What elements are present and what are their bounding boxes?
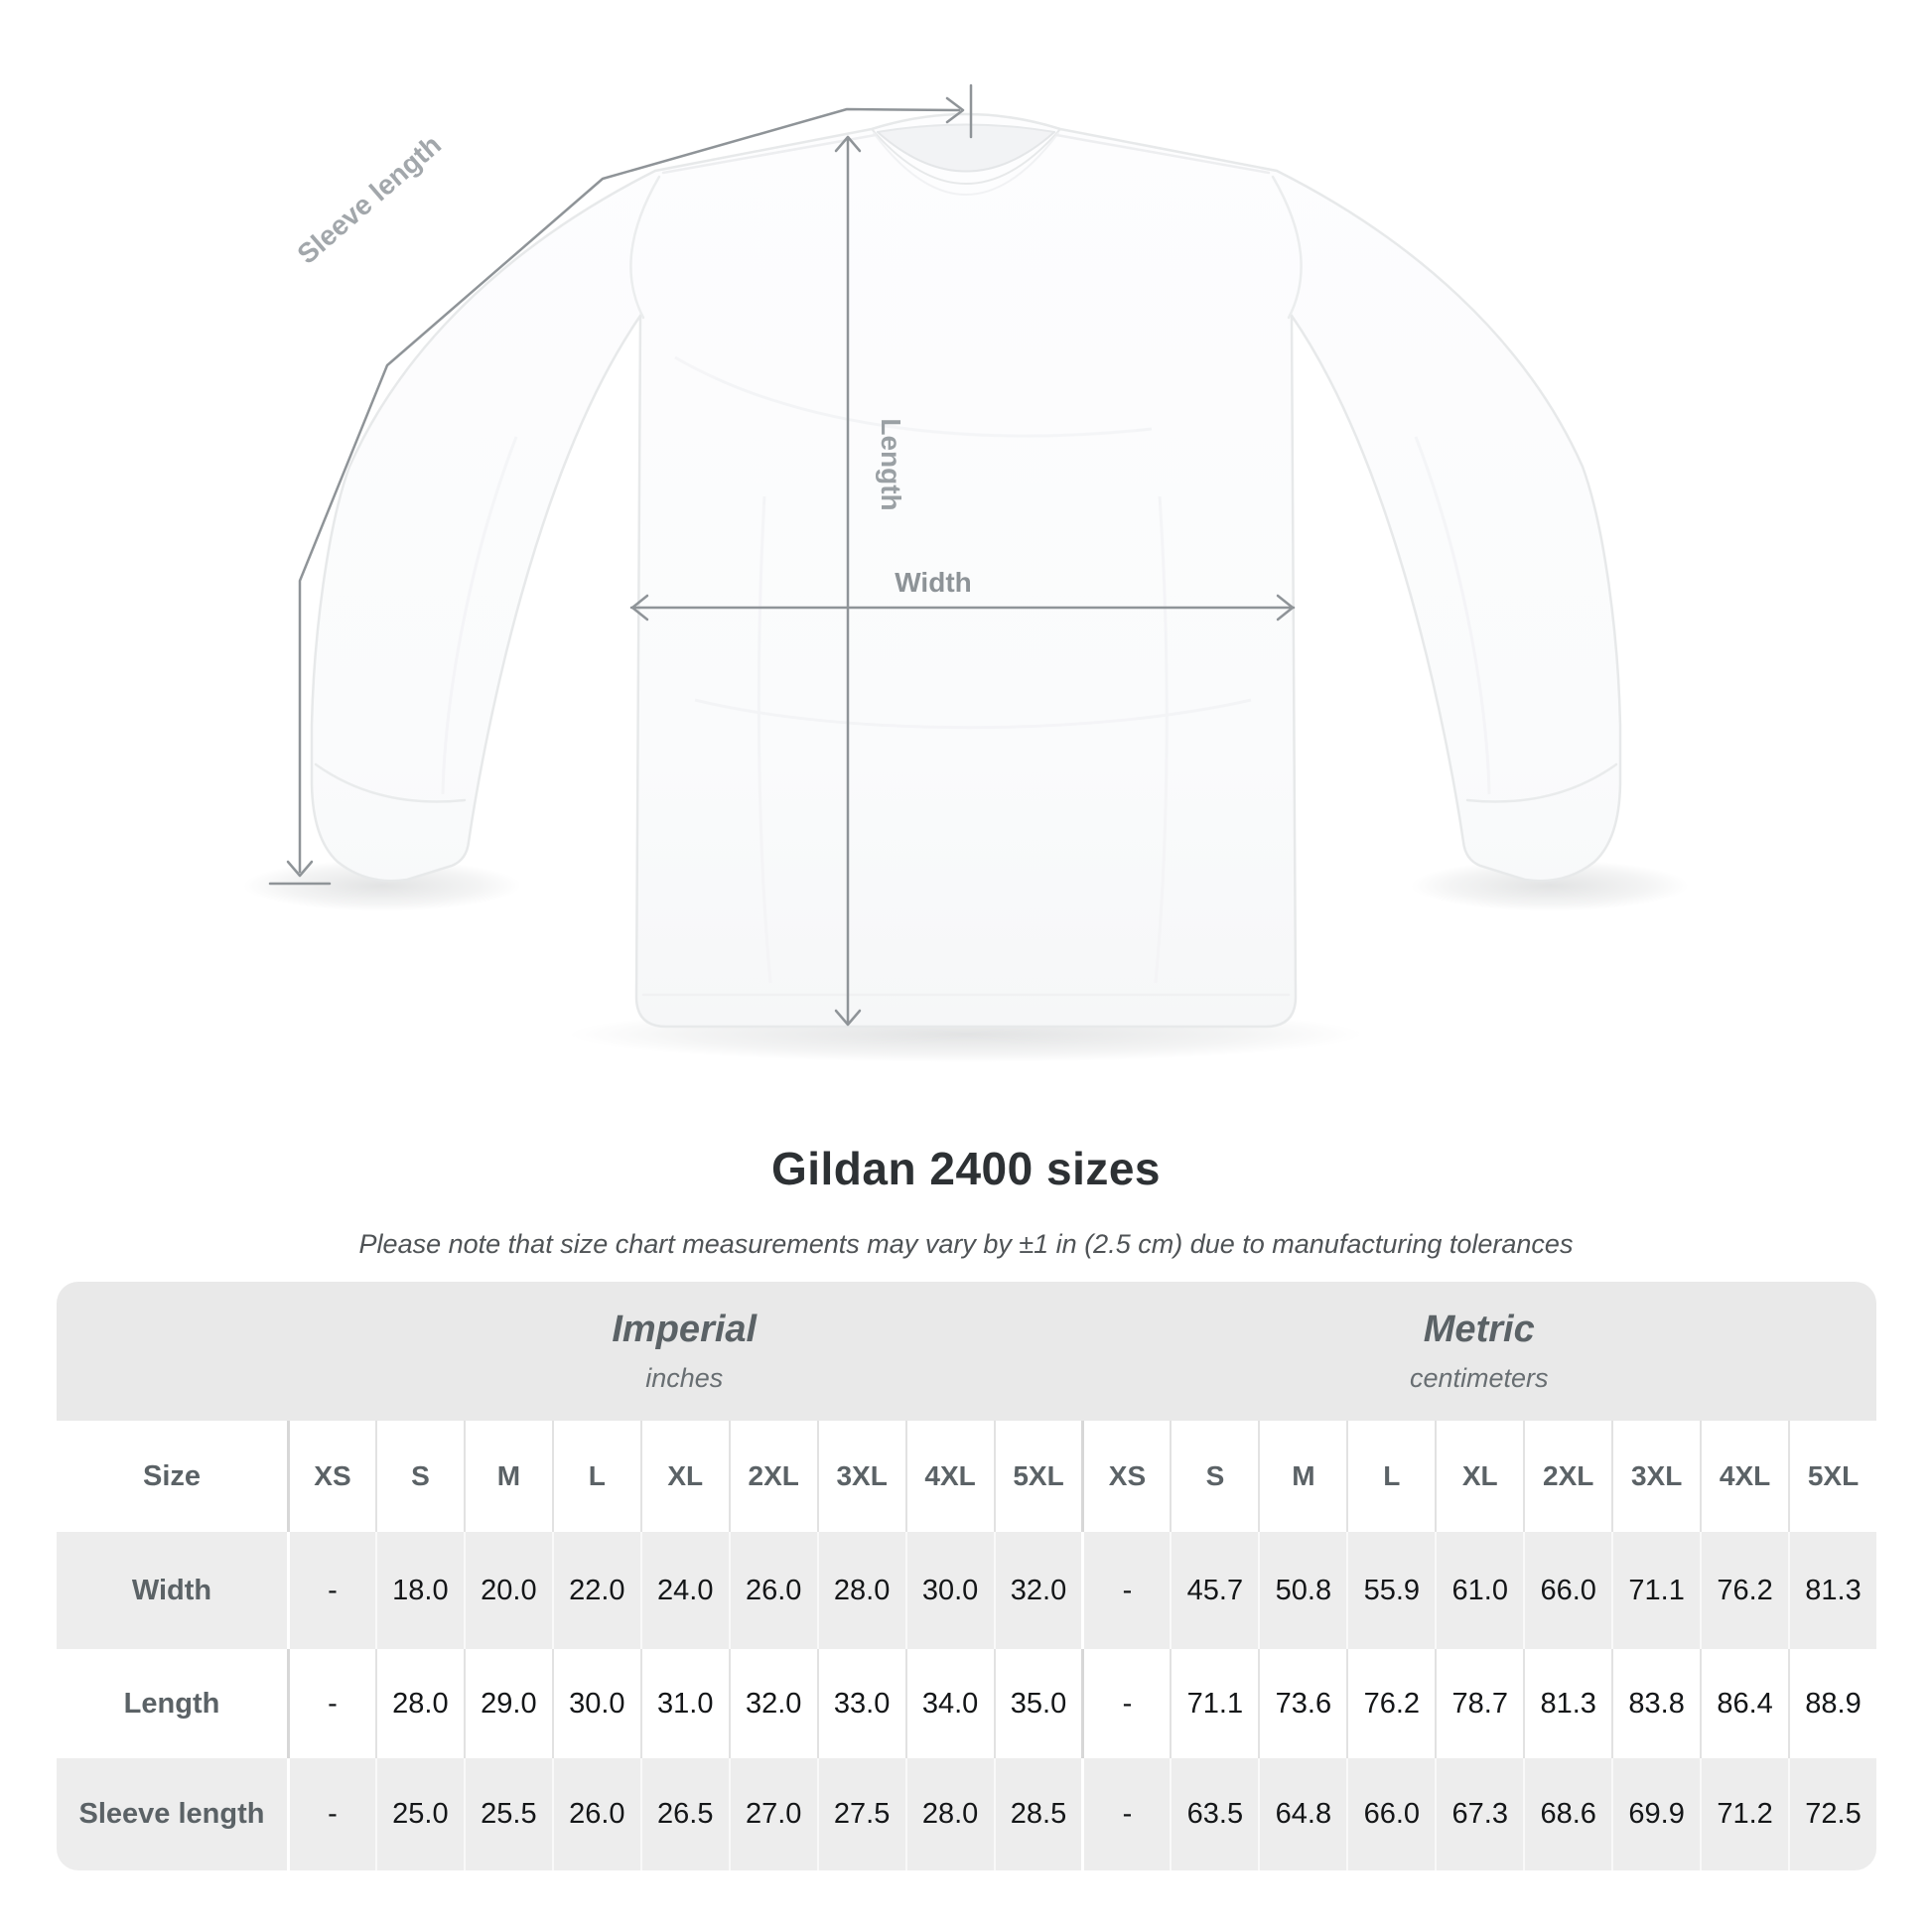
value-cell: 31.0 <box>640 1649 729 1758</box>
length-label: Length <box>876 418 906 511</box>
size-header-cell: 2XL <box>1523 1421 1611 1532</box>
size-header-cell: XS <box>1081 1421 1170 1532</box>
size-header-cell: S <box>375 1421 464 1532</box>
value-cell: 88.9 <box>1788 1649 1876 1758</box>
value-cell: 63.5 <box>1170 1758 1258 1870</box>
size-header-cell: 4XL <box>905 1421 994 1532</box>
value-cell: 45.7 <box>1170 1532 1258 1649</box>
size-header-cell: 2XL <box>729 1421 817 1532</box>
value-cell: 33.0 <box>817 1649 905 1758</box>
row-label-length: Length <box>123 1687 220 1720</box>
metric-group-unit: centimeters <box>1409 1363 1549 1393</box>
imperial-group-unit: inches <box>645 1363 724 1393</box>
value-cell: 35.0 <box>994 1649 1082 1758</box>
value-cell: 73.6 <box>1258 1649 1346 1758</box>
page-title: Gildan 2400 sizes <box>770 1143 1162 1194</box>
value-cell: 61.0 <box>1435 1532 1523 1649</box>
value-cell: 32.0 <box>729 1649 817 1758</box>
value-cell: 83.8 <box>1611 1649 1700 1758</box>
value-cell: 30.0 <box>552 1649 640 1758</box>
value-cell: 81.3 <box>1788 1532 1876 1649</box>
size-header-cell: 3XL <box>817 1421 905 1532</box>
value-cell: 25.0 <box>375 1758 464 1870</box>
value-cell: - <box>1081 1649 1170 1758</box>
value-cell: 20.0 <box>464 1532 552 1649</box>
size-corner-label: Size <box>142 1459 202 1492</box>
table-row-length <box>57 1649 1876 1758</box>
value-cell: 22.0 <box>552 1532 640 1649</box>
size-header-cell: 5XL <box>1788 1421 1876 1532</box>
row-label-sleeve-length: Sleeve length <box>78 1798 265 1830</box>
imperial-group-name: Imperial <box>612 1309 758 1350</box>
size-header-cell: XL <box>640 1421 729 1532</box>
imperial-group-header <box>287 1282 1082 1421</box>
value-cell: 26.0 <box>552 1758 640 1870</box>
table-row-width <box>57 1532 1876 1649</box>
table-row-sleeve-length <box>57 1758 1876 1870</box>
size-header-cell: L <box>1346 1421 1435 1532</box>
value-cell: 76.2 <box>1700 1532 1788 1649</box>
width-label: Width <box>895 567 972 598</box>
value-cell: 29.0 <box>464 1649 552 1758</box>
value-cell: 71.1 <box>1611 1532 1700 1649</box>
value-cell: - <box>287 1649 375 1758</box>
size-header-cell: S <box>1170 1421 1258 1532</box>
value-cell: 50.8 <box>1258 1532 1346 1649</box>
value-cell: 18.0 <box>375 1532 464 1649</box>
value-cell: 28.0 <box>905 1758 994 1870</box>
metric-group-name: Metric <box>1423 1309 1535 1350</box>
row-label-width: Width <box>131 1574 212 1606</box>
value-cell: - <box>1081 1532 1170 1649</box>
value-cell: 68.6 <box>1523 1758 1611 1870</box>
value-cell: 69.9 <box>1611 1758 1700 1870</box>
size-header-cell: M <box>1258 1421 1346 1532</box>
value-cell: - <box>287 1758 375 1870</box>
value-cell: 64.8 <box>1258 1758 1346 1870</box>
size-header-cell: 4XL <box>1700 1421 1788 1532</box>
value-cell: 66.0 <box>1346 1758 1435 1870</box>
value-cell: 67.3 <box>1435 1758 1523 1870</box>
value-cell: 32.0 <box>994 1532 1082 1649</box>
sleeve-length-label: Sleeve length <box>291 128 448 270</box>
unit-group-band <box>57 1282 1876 1421</box>
size-chart-table <box>57 1282 1876 1870</box>
value-cell: 24.0 <box>640 1532 729 1649</box>
value-cell: 55.9 <box>1346 1532 1435 1649</box>
size-header-cell: 3XL <box>1611 1421 1700 1532</box>
value-cell: 78.7 <box>1435 1649 1523 1758</box>
tolerance-note: Please note that size chart measurements may vary by ±1 in (2.5 cm) due to manufacturing tolerances <box>358 1229 1574 1259</box>
value-cell: 28.5 <box>994 1758 1082 1870</box>
value-cell: 76.2 <box>1346 1649 1435 1758</box>
size-header-cell: XS <box>287 1421 375 1532</box>
value-cell: 66.0 <box>1523 1532 1611 1649</box>
metric-group-header <box>1082 1282 1877 1421</box>
value-cell: 26.5 <box>640 1758 729 1870</box>
value-cell: 30.0 <box>905 1532 994 1649</box>
size-header-cell: XL <box>1435 1421 1523 1532</box>
value-cell: 28.0 <box>817 1532 905 1649</box>
value-cell: - <box>287 1532 375 1649</box>
size-header-row <box>57 1421 1876 1532</box>
value-cell: 81.3 <box>1523 1649 1611 1758</box>
value-cell: 26.0 <box>729 1532 817 1649</box>
value-cell: 72.5 <box>1788 1758 1876 1870</box>
value-cell: 34.0 <box>905 1649 994 1758</box>
value-cell: - <box>1081 1758 1170 1870</box>
value-cell: 25.5 <box>464 1758 552 1870</box>
value-cell: 71.1 <box>1170 1649 1258 1758</box>
value-cell: 28.0 <box>375 1649 464 1758</box>
size-header-cell: 5XL <box>994 1421 1082 1532</box>
size-header-cell: L <box>552 1421 640 1532</box>
value-cell: 86.4 <box>1700 1649 1788 1758</box>
value-cell: 27.5 <box>817 1758 905 1870</box>
value-cell: 71.2 <box>1700 1758 1788 1870</box>
size-header-cell: M <box>464 1421 552 1532</box>
value-cell: 27.0 <box>729 1758 817 1870</box>
